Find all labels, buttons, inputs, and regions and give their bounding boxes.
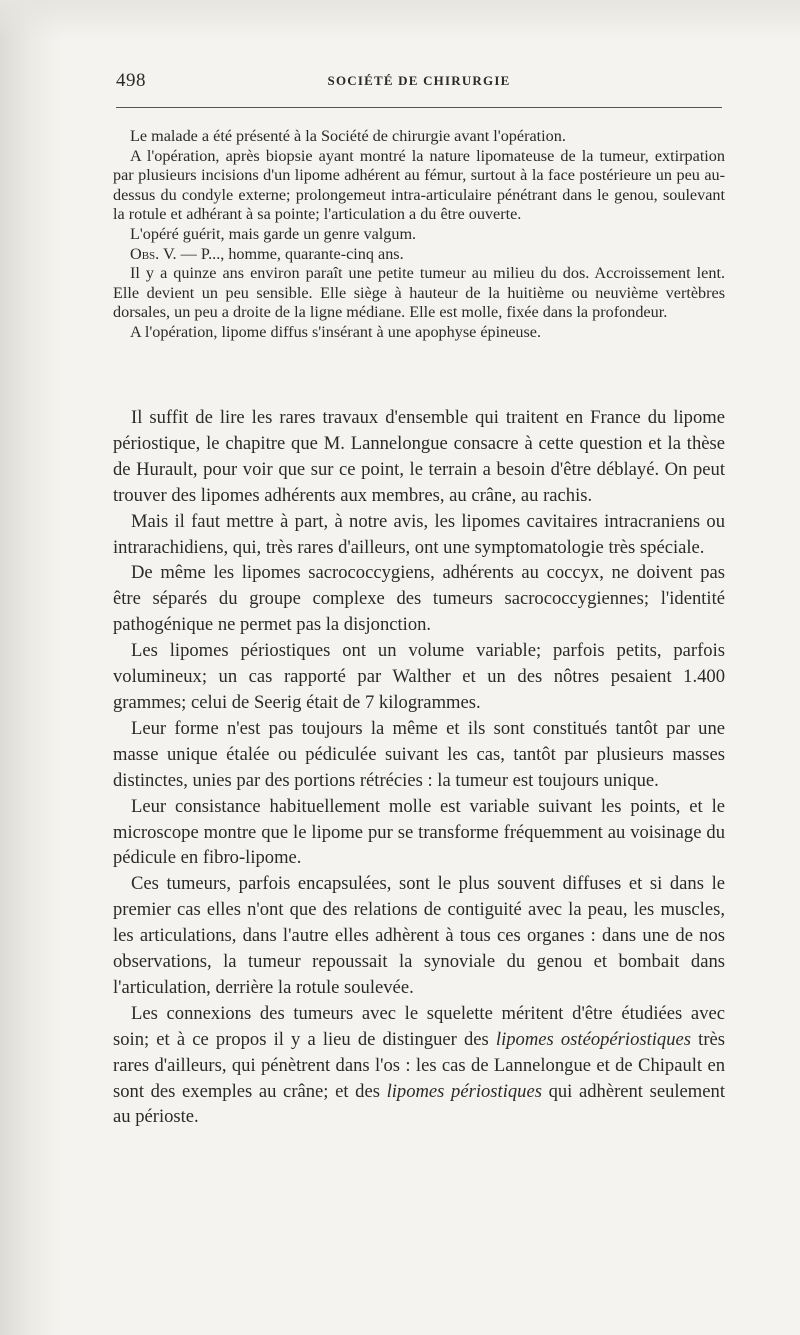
case-notes bbox=[113, 127, 725, 343]
case-note-paragraph: L'opéré guérit, mais garde un genre valgum. bbox=[130, 224, 417, 243]
body-paragraph bbox=[113, 1001, 725, 1131]
body-paragraph: Ces tumeurs, parfois encapsulées, sont le plus souvent diffuses et si dans le premier cas elles n'ont que des relations de contiguité avec la peau, les muscles, les articulations, dans l'autre elles adhèrent à tous ces organes : dans une de nos observations, la tumeur repoussait la synoviale du genou et bombait dans l'articulation, derrière la rotule soulevée. bbox=[113, 873, 725, 998]
body-text bbox=[113, 405, 725, 1130]
text-run: qui adhèrent seulement au périoste. bbox=[113, 1080, 725, 1128]
case-note-paragraph: A l'opération, lipome diffus s'insérant à une apophyse épineuse. bbox=[130, 322, 542, 341]
case-note-paragraph: Il y a quinze ans environ paraît une petite tumeur au milieu du dos. Accroissement lent. Elle devient un peu sensible. Elle siège à hauteur de la huitième ou neuvième vertèbres dorsales, un peu a droite de la ligne médiane. Elle est molle, fixée dans la profondeur. bbox=[113, 264, 725, 322]
observation-text: — P..., homme, quarante-cinq ans. bbox=[176, 244, 404, 263]
header-rule bbox=[116, 107, 722, 108]
body-paragraph: Les lipomes périostiques ont un volume variable; parfois petits, parfois volumineux; un cas rapporté par Walther et un des nôtres pesaient 1.400 grammes; celui de Seerig était de 7 kilogrammes. bbox=[113, 640, 725, 713]
body-paragraph: Mais il faut mettre à part, à notre avis, les lipomes cavitaires intracraniens ou intrarachidiens, qui, très rares d'ailleurs, ont une symptomatologie très spéciale. bbox=[113, 510, 725, 558]
body-paragraph: De même les lipomes sacrococcygiens, adhérents au coccyx, ne doivent pas être séparés du groupe complexe des tumeurs sacrococcygiennes; l'identité pathogénique ne permet pas la disjonction. bbox=[113, 562, 725, 636]
page-header bbox=[116, 70, 722, 100]
observation-label: Obs. V. bbox=[130, 244, 177, 263]
text-run: très rares d'ailleurs, qui pénètrent dans l'os : les cas de Lannelongue et de Chipault en sont des exemples au crâne; et des bbox=[113, 1028, 726, 1102]
case-note-paragraph: Le malade a été présenté à la Société de chirurgie avant l'opération. bbox=[130, 127, 566, 145]
body-paragraph: Leur forme n'est pas toujours la même et ils sont constitués tantôt par une masse unique étalée ou pédiculée suivant les cas, tantôt par plusieurs masses distinctes, unies par des portions rétrécies : la tumeur est toujours unique. bbox=[113, 717, 725, 791]
body-paragraph: Leur consistance habituellement molle est variable suivant les points, et le microscope montre que le lipome pur se transforme fréquemment au voisinage du pédicule en fibro-lipome. bbox=[113, 795, 725, 869]
italic-term: lipomes ostéopériostiques bbox=[495, 1028, 692, 1050]
page-number: 498 bbox=[116, 70, 146, 91]
case-note-paragraph: A l'opération, après biopsie ayant montré la nature lipomateuse de la tumeur, extirpation par plusieurs incisions d'un lipome adhérent au fémur, surtout à la face postérieure un peu au-dessus du condyle externe; prolongemeut intra-articulaire pénétrant dans le genou, soulevant la rotule et adhérant à sa pointe; l'articulation a du être ouverte. bbox=[113, 146, 725, 224]
scan-edge-shadow bbox=[0, 0, 60, 1335]
observation-heading bbox=[113, 245, 725, 265]
running-head: SOCIÉTÉ DE CHIRURGIE bbox=[327, 73, 511, 88]
body-paragraph: Il suffit de lire les rares travaux d'ensemble qui traitent en France du lipome périostique, le chapitre que M. Lannelongue consacre à cette question et la thèse de Hurault, pour voir que sur ce point, le terrain a besoin d'être déblayé. On peut trouver des lipomes adhérents aux membres, au crâne, au rachis. bbox=[113, 407, 725, 506]
italic-term: lipomes périostiques bbox=[386, 1080, 542, 1102]
scan-top-shadow bbox=[0, 0, 800, 40]
text-run: Les connexions des tumeurs avec le squelette méritent d'être étudiées avec soin; et à ce propos il y a lieu de distinguer des bbox=[113, 1002, 725, 1050]
